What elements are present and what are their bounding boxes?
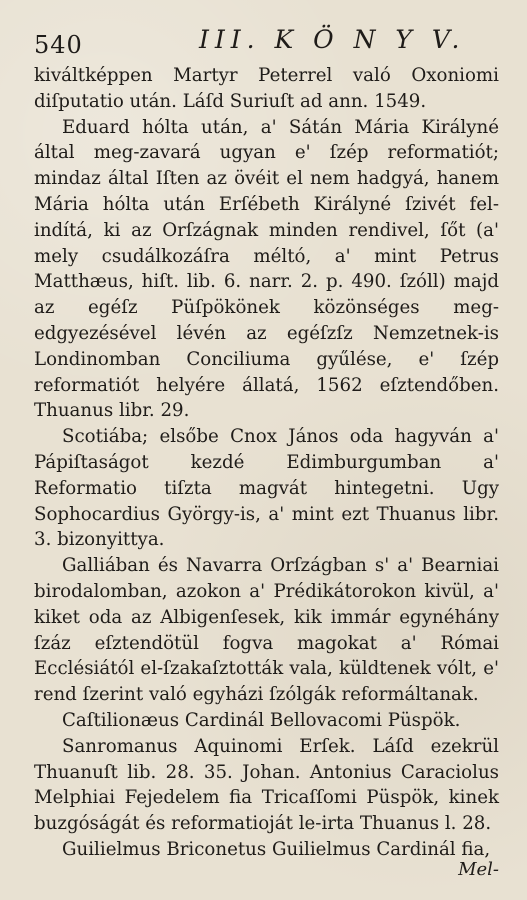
paragraph-4: Galliában és Navarra Orſzágban s' a' Bearniai birodalomban, azokon a' Prédikátorokon kivül, a' kiket oda az Albigenſesek, kik immár egynéhány ſzáz eſztendötül fogva magokat a' Római Ecclésiától el-ſzakaſztották vala, küldtenek vólt, e' rend ſzerint való egyházi ſzólgák reformáltanak. xyxy=(34,555,499,706)
book-section-title: III. K Ö N Y V. xyxy=(199,25,466,54)
paragraph-1: kiváltképpen Martyr Peterrel való Oxoniomi diſputatio után. Láſd Suriuſt ad ann. 1549. xyxy=(34,65,499,112)
paragraph-2: Eduard hólta után, a' Sátán Mária Királyné által meg-zavará ugyan e' ſzép reformatiót; mindaz által Iſten az övéit el nem hadgyá, hanem Mária hólta után Erſébeth Királyné ſzivét fel-indítá, ki az Orſzágnak minden rendivel, ſőt (a' mely csudálkozáſra méltó, a' mint Petrus Matthæus, hiſt. lib. 6. narr. 2. p. 490. ſzóll) majd az egéſz Püſpökönek közönséges meg-edgyezésével lévén az egéſzſz Nemzetnek-is Londinomban Conciliuma gyűlése, e' ſzép reformatiót helyére állatá, 1562 eſztendőben. Thuanus libr. 29. xyxy=(34,116,499,422)
page-header xyxy=(34,23,499,57)
paragraph-7: Guilielmus Briconetus Guilielmus Cardinál fia, xyxy=(62,838,491,860)
page-number: 540 xyxy=(34,31,83,59)
paragraph-6: Sanromanus Aquinomi Erſek. Láſd ezekrül Thuanuſt lib. 28. 35. Johan. Antonius Caraciolus Melphiai Fejedelem fia Tricaſſomi Püspök, kinek buzgóságát és reformatioját le-irta Thuanus l. 28. xyxy=(34,735,499,835)
catchword: Mel- xyxy=(458,859,499,880)
paragraph-5: Caſtilionæus Cardinál Bellovacomi Püspök. xyxy=(62,709,461,731)
paragraph-3: Scotiába; elsőbe Cnox János oda hagyván a' Pápiſtaságot kezdé Edimburgumban a' Reformatio tiſzta magvát hintegetni. Ugy Sophocardius György-is, a' mint ezt Thuanus libr. 3. bizonyittya. xyxy=(34,426,499,551)
